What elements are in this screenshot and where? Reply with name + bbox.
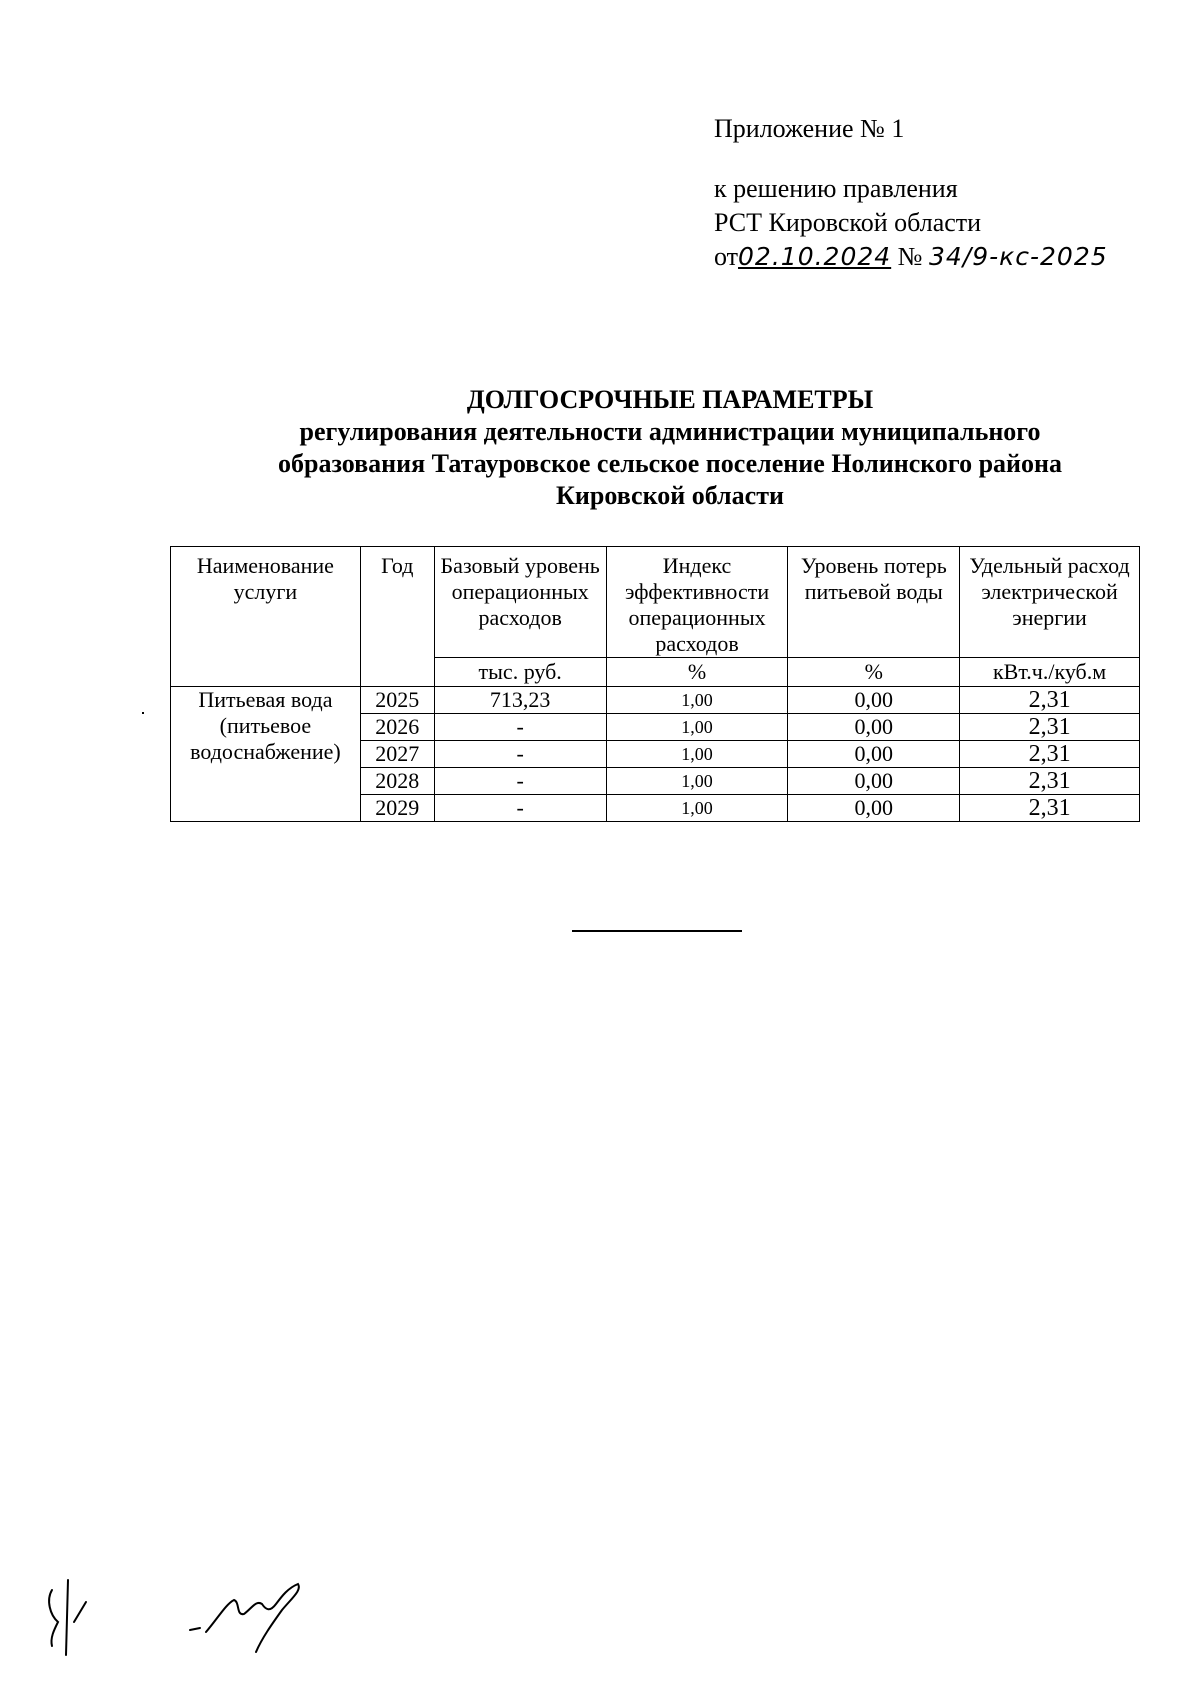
cell-base: 713,23: [434, 687, 606, 714]
cell-index: 1,00: [606, 795, 788, 822]
cell-base: -: [434, 768, 606, 795]
initial-stroke-2: [66, 1580, 68, 1655]
initial-stroke-1: [49, 1590, 58, 1646]
cell-index: 1,00: [606, 741, 788, 768]
appendix-authority-line: РСТ Кировской области: [714, 208, 982, 237]
unit-energy: кВт.ч./куб.м: [960, 658, 1140, 687]
cell-index: 1,00: [606, 687, 788, 714]
cell-energy: 2,31: [960, 687, 1140, 714]
handwritten-date: 02.10.2024: [738, 242, 892, 271]
service-name: Питьевая вода (питьевое водоснабжение): [171, 687, 361, 822]
signature-dash: [190, 1628, 200, 1630]
cell-index: 1,00: [606, 714, 788, 741]
closing-rule: [572, 930, 742, 932]
cell-loss: 0,00: [788, 768, 960, 795]
header-row: [171, 547, 1140, 658]
unit-efficiency-index: %: [606, 658, 788, 687]
handwritten-signature: [30, 1560, 350, 1660]
parameters-table: [170, 546, 1140, 822]
unit-base-level: тыс. руб.: [434, 658, 606, 687]
appendix-block: [714, 112, 1108, 274]
from-label: от: [714, 242, 739, 271]
header-energy: Удельный расход электрической энергии: [960, 547, 1140, 658]
cell-loss: 0,00: [788, 741, 960, 768]
header-efficiency-index: Индекс эффективности операционных расходов: [606, 547, 788, 658]
header-year: Год: [360, 547, 434, 687]
cell-year: 2027: [360, 741, 434, 768]
cell-base: -: [434, 741, 606, 768]
initial-stroke-3: [74, 1602, 86, 1622]
cell-loss: 0,00: [788, 714, 960, 741]
unit-loss-level: %: [788, 658, 960, 687]
cell-energy: 2,31: [960, 741, 1140, 768]
header-service: Наименование услуги: [171, 547, 361, 687]
handwritten-number: 34/9-кс-2025: [928, 242, 1108, 271]
appendix-date-line: [714, 240, 1108, 274]
cell-base: -: [434, 795, 606, 822]
cell-energy: 2,31: [960, 714, 1140, 741]
header-base-level: Базовый уровень операционных расходов: [434, 547, 606, 658]
cell-year: 2026: [360, 714, 434, 741]
cell-year: 2029: [360, 795, 434, 822]
cell-energy: 2,31: [960, 768, 1140, 795]
title-line-4: Кировской области: [556, 481, 784, 510]
cell-year: 2025: [360, 687, 434, 714]
cell-index: 1,00: [606, 768, 788, 795]
cell-loss: 0,00: [788, 687, 960, 714]
cell-year: 2028: [360, 768, 434, 795]
document-title: [170, 384, 1170, 512]
signature-main: [206, 1584, 299, 1652]
title-line-1: ДОЛГОСРОЧНЫЕ ПАРАМЕТРЫ: [466, 385, 874, 414]
title-line-3: образования Татауровское сельское поселение Нолинского района: [278, 449, 1062, 478]
appendix-decision-line: к решению правления: [714, 174, 958, 203]
cell-base: -: [434, 714, 606, 741]
number-label: №: [897, 242, 923, 271]
scan-speck: [142, 712, 144, 714]
table-row: [171, 687, 1140, 714]
cell-energy: 2,31: [960, 795, 1140, 822]
cell-loss: 0,00: [788, 795, 960, 822]
title-line-2: регулирования деятельности администрации муниципального: [299, 417, 1041, 446]
header-loss-level: Уровень потерь питьевой воды: [788, 547, 960, 658]
appendix-number: Приложение № 1: [714, 114, 905, 143]
